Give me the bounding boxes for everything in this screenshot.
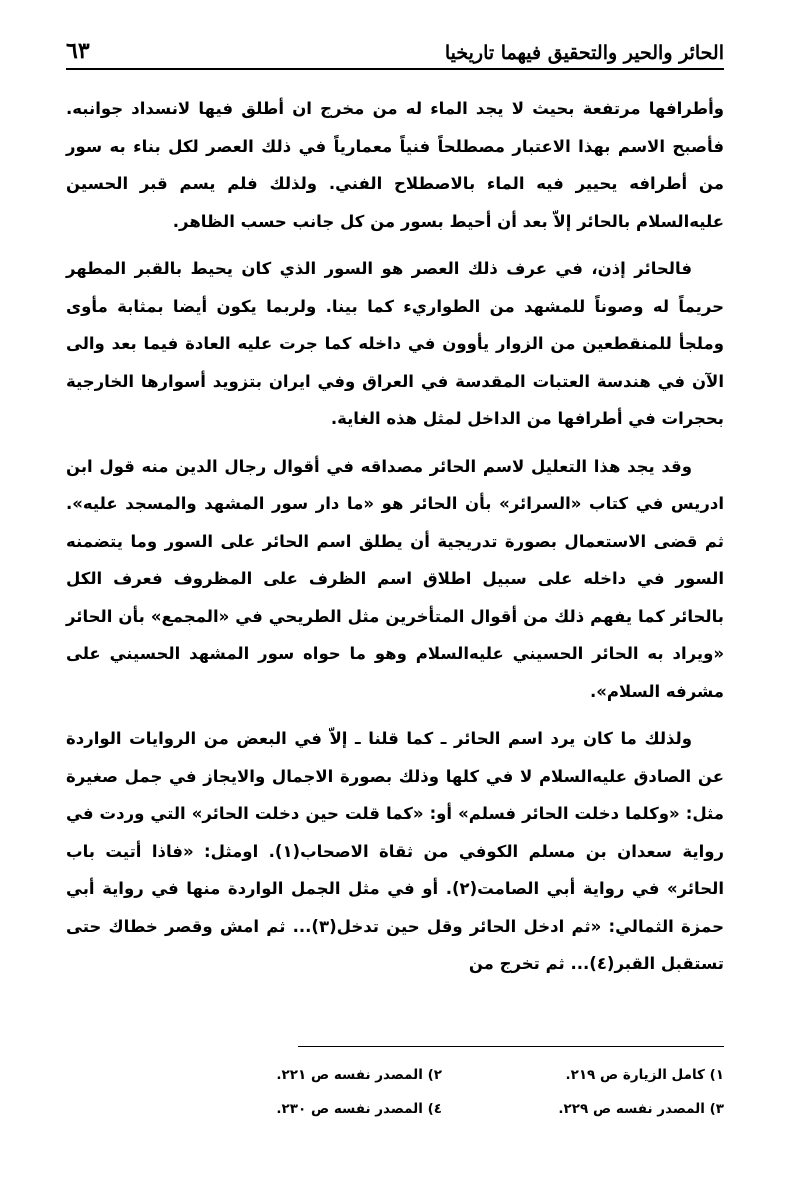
body-text	[66, 90, 724, 993]
page-header	[66, 28, 724, 64]
header-rule	[66, 68, 724, 70]
footnote-rule	[298, 1046, 724, 1047]
footnote-1: ١) كامل الزيارة ص ٢١٩.	[565, 1067, 724, 1083]
running-title: الحائر والحير والتحقيق فيهما تاريخيا	[444, 42, 724, 64]
paragraph: وأطرافها مرتفعة بحيث لا يجد الماء له من مخرج ان أطلق فيها لانسداد جوانبه. فأصبح الاسم بهذا الاعتبار مصطلحاً فنياً معمارياً في ذلك العصر لكل بناء به سور من أطرافه يحيير فيه الماء بالاصطلاح الفني. ولذلك فلم يسم قبر الحسين عليه‌السلام بالحائر إلاّ بعد أن أحيط بسور من كل جانب حسب الظاهر.	[66, 99, 724, 231]
page-number: ٦٣	[66, 38, 90, 64]
paragraph: ولذلك ما كان يرد اسم الحائر ـ كما قلنا ـ إلاّ في البعض من الروايات الواردة عن الصادق عليه‌السلام لا في كلها وذلك بصورة الاجمال والايجاز في جمل صغيرة مثل: «وكلما دخلت الحائر فسلم» أو: «كما قلت حين دخلت الحائر» التي وردت في رواية سعدان بن مسلم الكوفي من ثقاة الاصحاب(١). اومثل: «فاذا أتيت باب الحائر» في رواية أبي الصامت(٢). أو في مثل الجمل الواردة منها في رواية أبي حمزة الثمالي: «ثم ادخل الحائر وقل حين تدخل(٣)... ثم امش وقصر خطاك حتى تستقبل القبر(٤)... ثم تخرج من	[66, 729, 725, 973]
paragraph: وقد يجد هذا التعليل لاسم الحائر مصداقه في أقوال رجال الدين منه قول ابن ادريس في كتاب «السرائر» بأن الحائر هو «ما دار سور المشهد والمسجد عليه». ثم قضى الاستعمال بصورة تدريجية أن يطلق اسم الحائر على السور وما يتضمنه السور في داخله على سبيل اطلاق اسم الظرف على المظروف فعرف الكل بالحائر كما يفهم ذلك من أقوال المتأخرين مثل الطريحي في «المجمع» بأن الحائر «ويراد به الحائر الحسيني عليه‌السلام وهو ما حواه سور المشهد الحسيني على مشرفه السلام».	[66, 456, 724, 701]
footnote-3: ٣) المصدر نفسه ص ٢٢٩.	[558, 1101, 724, 1117]
footnotes	[180, 1064, 724, 1120]
footnote-4: ٤) المصدر نفسه ص ٢٣٠.	[276, 1101, 442, 1117]
paragraph: فالحائر إذن، في عرف ذلك العصر هو السور الذي كان يحيط بالقبر المطهر حريماً له وصوناً للمشهد من الطواريء كما بينا. ولربما يكون أيضا بمثابة مأوى وملجأ للمنقطعين من الزوار يأوون في داخله كما جرت عليه العادة فيما بعد والى الآن في هندسة العتبات المقدسة في العراق وفي ايران بتزويد أسوارها الخارجية بحجرات في أطرافها من الداخل لمثل هذه الغاية.	[66, 259, 724, 428]
footnote-2: ٢) المصدر نفسه ص ٢٢١.	[276, 1067, 442, 1083]
